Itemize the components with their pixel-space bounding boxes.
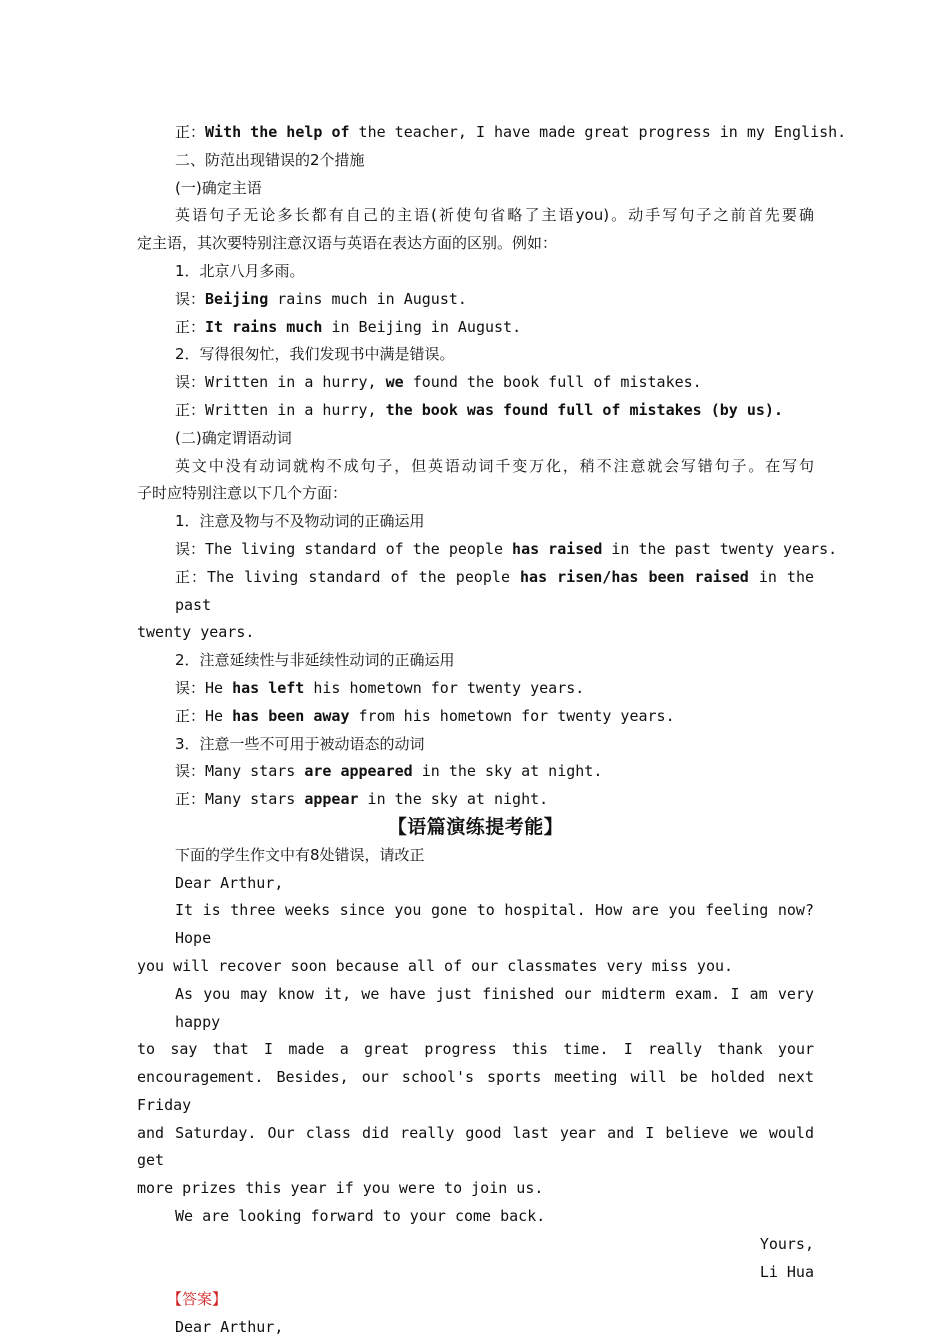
letter-signature: Li Hua <box>759 1262 814 1281</box>
wrong-example-line: 误：Many stars are appeared in the sky at night. <box>175 762 603 781</box>
correct-example-line: 正：Many stars appear in the sky at night. <box>175 790 549 809</box>
wrong-example-line: 误：Beijing rains much in August. <box>175 289 467 308</box>
correct-example-line: 正：Written in a hurry, the book was found full of mistakes (by us). <box>175 400 783 419</box>
letter-line: encouragement. Besides, our school's sports meeting will be holded next Friday <box>137 1068 814 1114</box>
answer-salutation: Dear Arthur, <box>175 1318 284 1337</box>
section-heading: 二、防范出现错误的2个措施 <box>175 150 365 169</box>
letter-line: and Saturday. Our class did really good last year and I believe we would get <box>137 1123 814 1170</box>
letter-line: It is three weeks since you gone to hospital. How are you feeling now? Hope <box>175 901 814 948</box>
correct-example-line: 正：It rains much in Beijing in August. <box>175 317 522 336</box>
subsection-heading: (二)确定谓语动词 <box>175 428 292 447</box>
example-title: 2．写得很匆忙，我们发现书中满是错误。 <box>175 345 455 364</box>
letter-line: you will recover soon because all of our classmates very miss you. <box>137 956 734 975</box>
letter-line: We are looking forward to your come back. <box>175 1207 546 1226</box>
document-body <box>137 119 847 1342</box>
correct-example-line: 正：He has been away from his hometown for twenty years. <box>175 706 675 725</box>
paragraph-line: 定主语，其次要特别注意汉语与英语在表达方面的区别。例如： <box>137 234 558 253</box>
letter-salutation: Dear Arthur, <box>175 873 284 892</box>
answer-label: 【答案】 <box>167 1290 228 1309</box>
example-title: 1．注意及物与不及物动词的正确运用 <box>175 512 425 531</box>
correct-example-line: 正：With the help of the teacher, I have made great progress in my English. <box>175 123 847 141</box>
subsection-heading: (一)确定主语 <box>175 178 262 197</box>
wrong-example-line: 误：The living standard of the people has raised in the past twenty years. <box>175 539 838 558</box>
paragraph-line: 英语句子无论多长都有自己的主语(祈使句省略了主语you)。动手写句子之前首先要确 <box>175 206 814 225</box>
paragraph-line: 子时应特别注意以下几个方面： <box>137 484 348 503</box>
exercise-instruction: 下面的学生作文中有8处错误，请改正 <box>175 845 425 864</box>
correct-example-continuation: twenty years. <box>137 623 255 642</box>
correct-example-line: 正：The living standard of the people has risen/has been raised in the past <box>175 567 815 614</box>
practice-section-heading: 【语篇演练提考能】 <box>387 815 564 838</box>
example-title: 1．北京八月多雨。 <box>175 261 305 280</box>
letter-line: to say that I made a great progress this time. I really thank your <box>137 1040 814 1059</box>
paragraph-line: 英文中没有动词就构不成句子，但英语动词千变万化，稍不注意就会写错句子。在写句 <box>175 456 814 475</box>
wrong-example-line: 误：Written in a hurry, we found the book full of mistakes. <box>175 373 702 392</box>
letter-closing: Yours, <box>759 1234 814 1253</box>
example-title: 2．注意延续性与非延续性动词的正确运用 <box>175 651 455 670</box>
letter-line: As you may know it, we have just finished our midterm exam. I am very happy <box>175 984 814 1031</box>
letter-line: more prizes this year if you were to join us. <box>137 1179 544 1198</box>
example-title: 3．注意一些不可用于被动语态的动词 <box>175 734 425 753</box>
wrong-example-line: 误：He has left his hometown for twenty years. <box>175 678 585 697</box>
